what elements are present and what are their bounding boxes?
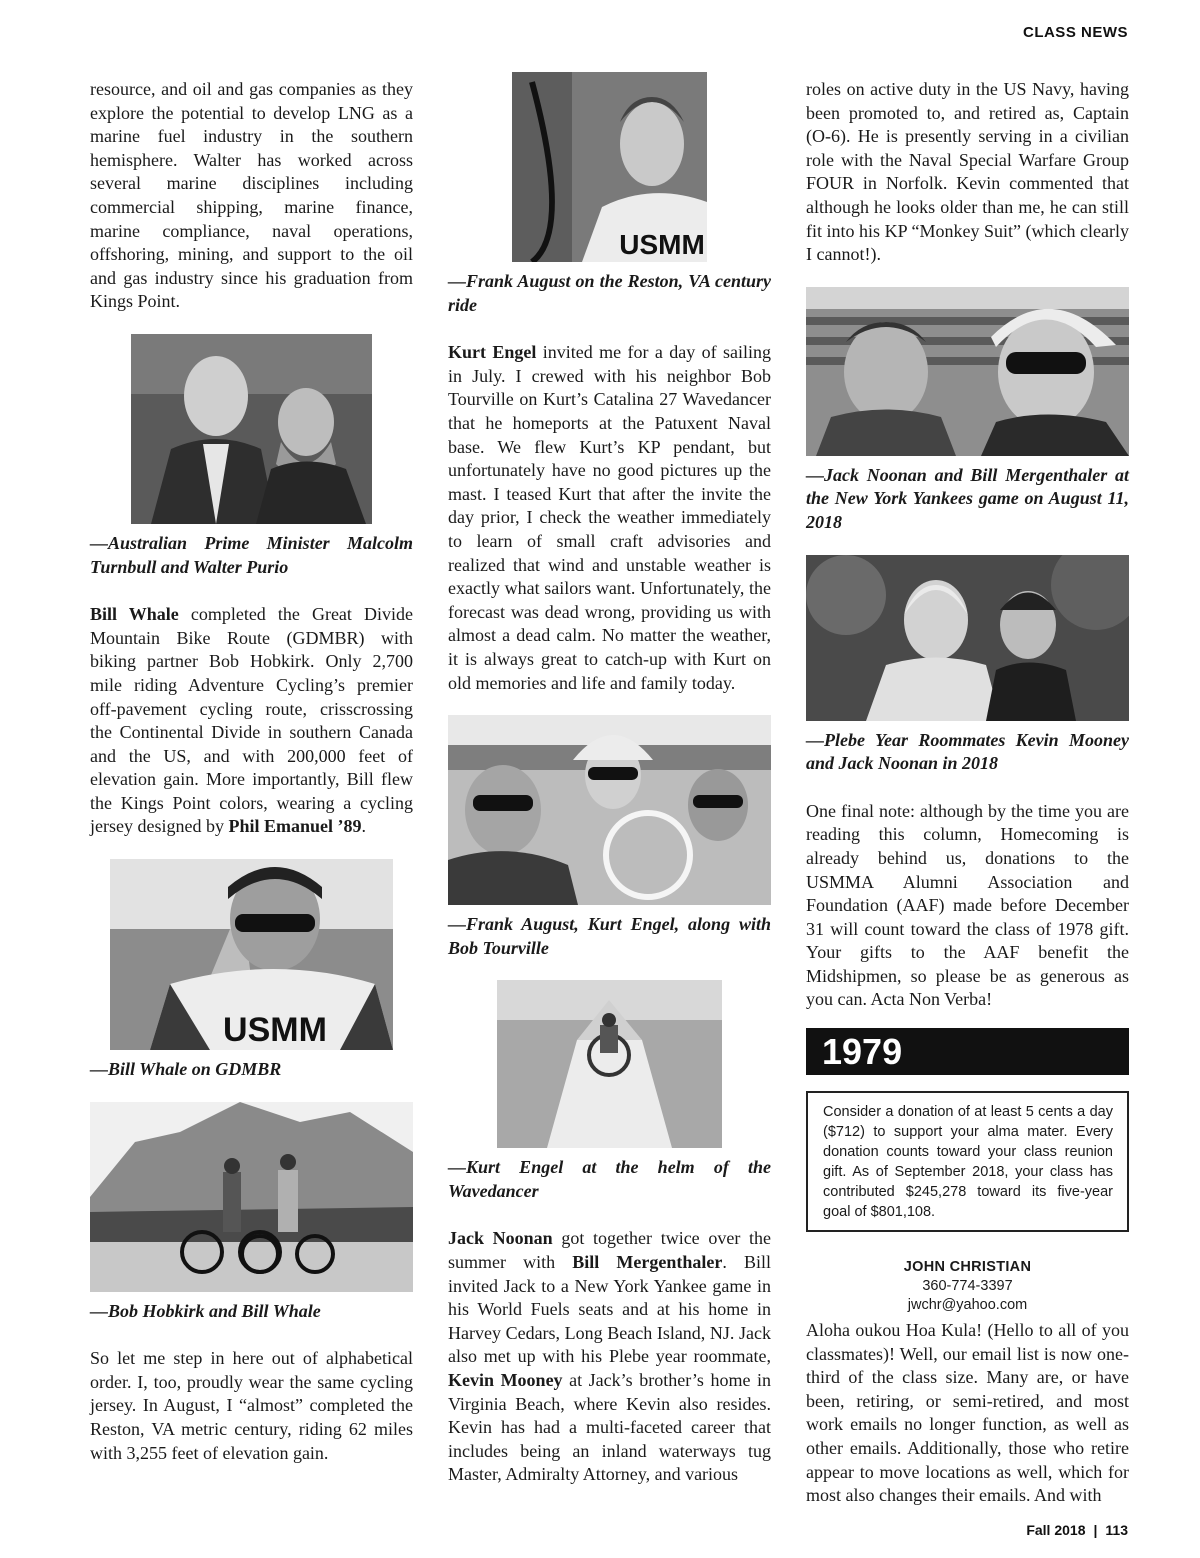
name-phil-emanuel: Phil Emanuel ’89	[228, 816, 362, 837]
name-jack-noonan: Jack Noonan	[448, 1228, 553, 1249]
photo-hobkirk-whale	[90, 1102, 413, 1292]
photo-bill-whale-gdmbr	[110, 859, 393, 1050]
correspondent-email[interactable]: jwchr@yahoo.com	[907, 1297, 1028, 1314]
caption-hobkirk-whale: —Bob Hobkirk and Bill Whale	[90, 1300, 321, 1321]
column-2	[448, 72, 771, 1487]
photo-turnbull-purio	[131, 334, 372, 524]
col2-paragraph-1: Kurt Engel invited me for a day of sailing in July. I crewed with his neighbor Bob Tourville on Kurt’s Catalina 27 Wavedancer that he homeports at the Patuxent Naval base. We flew Kurt’s KP pendant, but unfortunately have no good pictures up the mast. I teased Kurt that after the invite the day prior, I check the weather immediately to learn of small craft advisories and realized that wind and unstable weather is exactly what sailors want. Unfortunately, the forecast was dead wrong, providing us with almost a dead calm. No matter the weather, it is always great to catch-up with Kurt on old memories and life and family today.	[448, 342, 771, 693]
caption-noonan-mergenthaler: —Jack Noonan and Bill Mergenthaler at the New York Yankees game on August 11, 2018	[806, 464, 1129, 532]
col1-paragraph-1: resource, and oil and gas companies as they explore the potential to develop LNG as a marine fuel industry in the southern hemisphere. Walter has worked across several marine disciplines including commercial shipping, marine finance, marine compliance, naval operations, offshoring, mining, and support to the oil and gas industry since his graduation from Kings Point.	[90, 79, 413, 312]
jersey-text-gdmbr: USMM	[223, 1011, 327, 1050]
class-year-header: 1979	[806, 1028, 1129, 1075]
class-correspondent-contact	[806, 1258, 1129, 1315]
caption-august-engel-tourville: —Frank August, Kurt Engel, along with Bob Tourville	[448, 914, 771, 958]
name-bill-whale: Bill Whale	[90, 604, 179, 625]
column-1	[90, 78, 413, 1465]
correspondent-name: JOHN CHRISTIAN	[903, 1259, 1032, 1276]
col1-paragraph-2: Bill Whale completed the Great Divide Mountain Bike Route (GDMBR) with biking partner Bob Hobkirk. Only 2,700 mile riding Adventure Cycling’s premier off-pavement cycling route, crisscrossing the Continental Divide in southern Canada and the US, and with 200,000 feet of elevation gain. More importantly, Bill flew the Kings Point colors, wearing a cycling jersey designed by Phil Emanuel ’89.	[90, 604, 413, 837]
col3-paragraph-2: One final note: although by the time you are reading this column, Homecoming is already behind us, donations to the USMMA Alumni Association and Foundation (AAF) made before December 31 will count toward the class of 1978 gift. Your gifts to the AAF benefit the Midshipmen, so please be as generous as you can. Acta Non Verba!	[806, 800, 1129, 1010]
correspondent-phone: 360-774-3397	[922, 1278, 1013, 1295]
photo-noonan-mergenthaler-yankees	[806, 287, 1129, 456]
col3-paragraph-1: roles on active duty in the US Navy, having been promoted to, and retired as, Captain (O-6). He is presently serving in a civilian role with the Naval Special Warfare Group FOUR in Norfolk. Kevin commented that although he looks older than me, he can still fit into his KP “Monkey Suit” (which clearly I cannot!).	[806, 79, 1129, 265]
name-kevin-mooney: Kevin Mooney	[448, 1370, 563, 1391]
column-3	[806, 78, 1129, 1508]
footer-separator: |	[1093, 1522, 1098, 1538]
photo-frank-august-reston	[512, 72, 707, 262]
page-number: 113	[1105, 1522, 1128, 1538]
caption-turnbull-purio: —Australian Prime Minister Malcolm Turnbull and Walter Purio	[90, 532, 413, 577]
page-footer	[1026, 1522, 1128, 1538]
photo-kurt-engel-helm	[497, 980, 722, 1148]
section-label: CLASS NEWS	[1022, 24, 1128, 41]
issue-label: Fall 2018	[1026, 1522, 1086, 1538]
name-kurt-engel: Kurt Engel	[448, 342, 537, 363]
caption-frank-august-reston: —Frank August on the Reston, VA century ride	[448, 271, 771, 315]
col1-paragraph-3: So let me step in here out of alphabetical order. I, too, proudly wear the same cycling jersey. In August, I “almost” completed the Reston, VA metric century, riding 62 miles with 3,255 feet of elevation gain.	[90, 1348, 413, 1463]
photo-august-engel-tourville	[448, 715, 771, 905]
name-bill-mergenthaler: Bill Mergenthaler	[572, 1252, 723, 1273]
jersey-text-reston: USMM	[619, 229, 705, 260]
donation-notice: Consider a donation of at least 5 cents a day ($712) to support your alma mater. Every donation counts toward your class reunion gift. As of September 2018, your class has contributed $245,278 toward its five-year goal of $801,108.	[806, 1091, 1129, 1232]
caption-bill-whale-gdmbr: —Bill Whale on GDMBR	[90, 1059, 282, 1080]
photo-mooney-noonan	[806, 555, 1129, 721]
caption-mooney-noonan: —Plebe Year Roommates Kevin Mooney and Jack Noonan in 2018	[806, 729, 1129, 774]
col2-paragraph-2: Jack Noonan got together twice over the summer with Bill Mergenthaler. Bill invited Jack to a New York Yankee game in his World Fuels seats and at his home in Harvey Cedars, Long Beach Island, NJ. Jack also met up with his Plebe year roommate, Kevin Mooney at Jack’s brother’s home in Virginia Beach, where Kevin also resides. Kevin has had a multi-faceted career that includes being an inland waterways tug Master, Admiralty Attorney, and various	[448, 1228, 771, 1485]
col3-paragraph-3: Aloha oukou Hoa Kula! (Hello to all of you classmates)! Well, our email list is now one-third of the class size. Many are, or have been, retiring, or semi-retired, and most work emails no longer function, as well as other emails. Additionally, those who retire appear to move locations as well, which for most also changes their emails. And with	[806, 1320, 1129, 1506]
caption-kurt-engel-helm: —Kurt Engel at the helm of the Wavedancer	[448, 1157, 771, 1201]
